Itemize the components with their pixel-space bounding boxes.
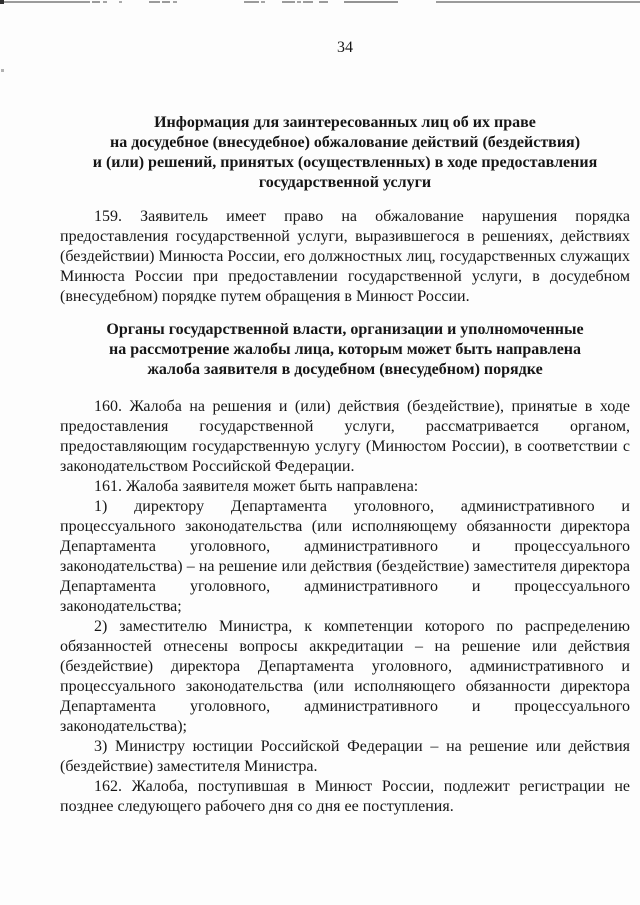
subsection-heading-line-1: Органы государственной власти, организации и уполномоченные [106, 321, 584, 338]
subsection-heading-line-3: жалоба заявителя в досудебном (внесудебном) порядке [147, 361, 543, 378]
paragraph-160: 160. Жалоба на решения и (или) действия (бездействие), принятые в ходе предоставления государственной услуги, рассматривается органом, предоставляющим государственную услугу (Минюстом России), в соответствии с законодательством Российской Федерации. [60, 398, 630, 475]
section-heading-line-3: и (или) решений, принятых (осуществленных) в ходе предоставления [92, 154, 598, 171]
list-item-1: 1) директору Департамента уголовного, административного и процессуального законодательства (или исполняющему обязанности директора Департамента уголовного, административного и процессуального законодательства) – на решение или действия (бездействие) заместителя директора Департамента уголовного, административного и процессуального законодательства; [60, 498, 630, 615]
paragraph-161: 161. Жалоба заявителя может быть направлена: [94, 478, 419, 495]
section-heading-line-2: на досудебное (внесудебное) обжалование действий (бездействия) [109, 134, 581, 151]
subsection-heading [60, 320, 630, 380]
page-number: 34 [337, 39, 353, 56]
section-heading [60, 113, 630, 193]
section-heading-line-4: государственной услуги [258, 174, 432, 191]
scan-artifact-speck [1, 69, 4, 72]
paragraph-162: 162. Жалоба, поступившая в Минюст России, подлежит регистрации не позднее следующего рабочего дня со дня ее поступления. [60, 778, 630, 815]
list-item-2: 2) заместителю Министра, к компетенции которого по распределению обязанностей отнесены вопросы аккредитации – на решение или действия (бездействие) директора Департамента уголовного, административного и процессуального законодательства (или исполняющего обязанности директора Департамента уголовного, административного и процессуального законодательства); [60, 618, 630, 735]
list-item-3: 3) Министру юстиции Российской Федерации – на решение или действия (бездействие) заместителя Министра. [60, 738, 630, 775]
document-page [60, 0, 630, 817]
paragraph-159: 159. Заявитель имеет право на обжалование нарушения порядка предоставления государственной услуги, выразившегося в решениях, действиях (бездействии) Минюста России, его должностных лиц, государственных служащих Минюста России при предоставлении государственной услуги, в досудебном (внесудебном) порядке путем обращения в Минюст России. [60, 208, 630, 305]
subsection-heading-line-2: на рассмотрение жалобы лица, которым может быть направлена [108, 341, 582, 358]
section-heading-line-1: Информация для заинтересованных лиц об их праве [154, 114, 536, 131]
